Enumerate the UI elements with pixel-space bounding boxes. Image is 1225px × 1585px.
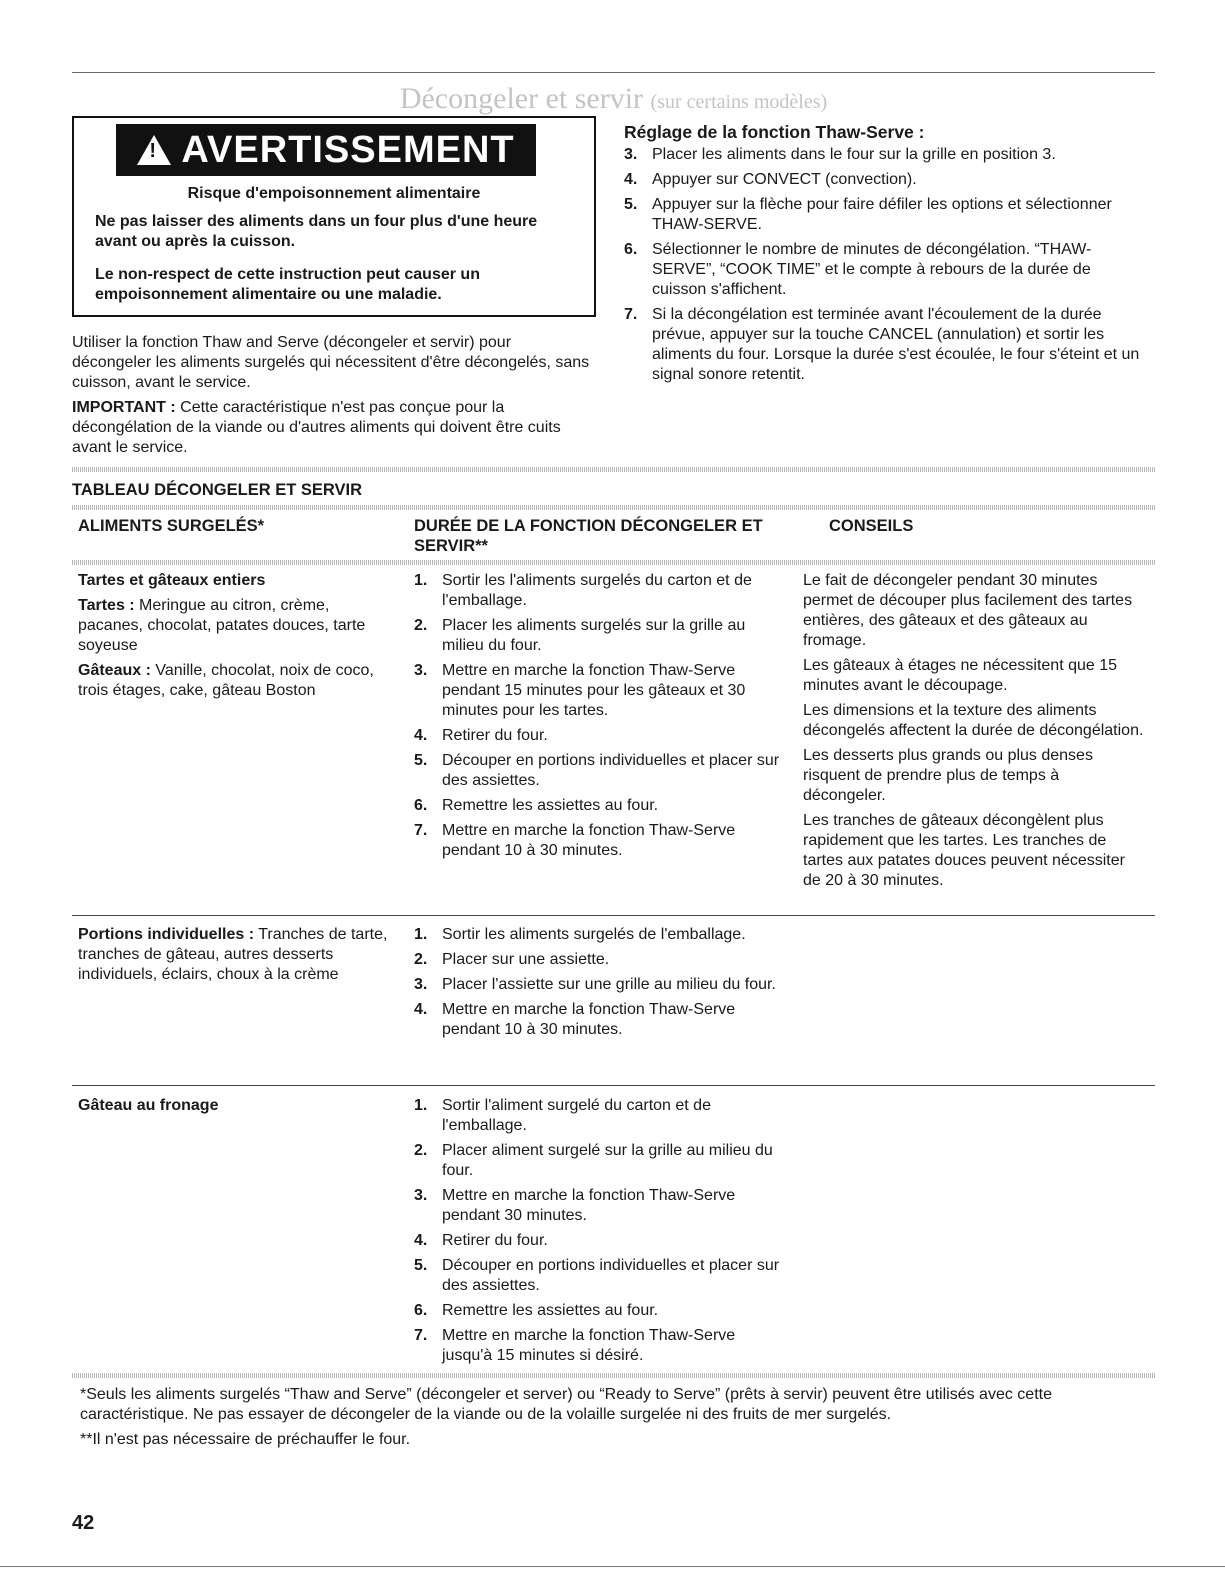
step-item: 3. Placer l'assiette sur une grille au milieu du four. [414,976,776,993]
page-title [72,82,1155,116]
table-row-3-steps [414,1096,786,1371]
warning-line-2: Le non-respect de cette instruction peut causer un empoisonnement alimentaire ou une maladie. [95,266,480,303]
section-divider [72,467,1155,472]
setup-step: 6. Sélectionner le nombre de minutes de décongélation. “THAW-SERVE”, “COOK TIME” et le compte à rebours de la durée de cuisson s'affichent. [624,241,1092,298]
step-item: 2. Placer les aliments surgelés sur la grille au milieu du four. [414,617,746,654]
col-header-foods: ALIMENTS SURGELÉS* [78,517,265,535]
col-header-tips: CONSEILS [829,517,914,535]
important-label: IMPORTANT : [72,399,176,416]
row-divider [72,1085,1155,1086]
warning-banner-text: AVERTISSEMENT [181,128,515,171]
food-title: Tartes et gâteaux entiers [78,572,266,589]
footnote-1: *Seuls les aliments surgelés “Thaw and Serve” (décongeler et server) ou “Ready to Serve” (prêts à servir) peuvent être utilisés avec cette caractéristique. Ne pas essayer de décongeler de la viande ou de la volaille surgelée ni des fruits de mer surgelés. [80,1386,1052,1423]
table-title: TABLEAU DÉCONGELER ET SERVIR [72,481,362,499]
step-item: 5. Découper en portions individuelles et placer sur des assiettes. [414,752,780,789]
step-item: 1. Sortir l'aliment surgelé du carton et de l'emballage. [414,1097,711,1134]
warning-heading: Risque d'empoisonnement alimentaire [187,185,481,202]
important-text: Cette caractéristique n'est pas conçue pour la décongélation de la viande ou d'autres aliments qui doivent être cuits avant le service. [72,399,561,456]
setup-step: 3. Placer les aliments dans le four sur la grille en position 3. [624,146,1056,163]
tip: Les gâteaux à étages ne nécessitent que 15 minutes avant le découpage. [803,657,1118,694]
step-item: 4. Retirer du four. [414,727,548,744]
footnote-2: **Il n'est pas nécessaire de préchauffer le four. [80,1431,411,1448]
table-row-2-steps [414,925,786,1045]
tip: Les dimensions et la texture des aliments décongelés affectent la durée de décongélation. [803,702,1144,739]
setup-step: 5. Appuyer sur la flèche pour faire défiler les options et sélectionner THAW-SERVE. [624,196,1112,233]
important-note [72,398,592,458]
step-item: 1. Sortir les l'aliments surgelés du carton et de l'emballage. [414,572,752,609]
table-row-3-foods [78,1096,388,1121]
page-number: 42 [72,1512,95,1534]
step-item: 2. Placer aliment surgelé sur la grille au milieu du four. [414,1142,773,1179]
tip: Les desserts plus grands ou plus denses risquent de prendre plus de temps à décongeler. [803,747,1093,804]
setup-title: Réglage de la fonction Thaw-Serve : [624,122,925,142]
step-item: 3. Mettre en marche la fonction Thaw-Serve pendant 15 minutes pour les gâteaux et 30 minutes pour les tartes. [414,662,746,719]
step-item: 3. Mettre en marche la fonction Thaw-Serve pendant 30 minutes. [414,1187,736,1224]
step-item: 4. Mettre en marche la fonction Thaw-Serve pendant 10 à 30 minutes. [414,1001,736,1038]
step-item: 4. Retirer du four. [414,1232,548,1249]
step-item: 2. Placer sur une assiette. [414,951,610,968]
intro-paragraph: Utiliser la fonction Thaw and Serve (décongeler et servir) pour décongeler les aliments surgelés qui nécessitent d'être décongelés, sans cuisson, avant le service. [72,334,590,391]
table-row-1-steps [414,571,786,866]
row-divider [72,915,1155,916]
table-header-bottom-rule [72,560,1155,565]
page-title-text: Décongeler et servir [399,82,644,115]
tip: Les tranches de gâteaux décongèlent plus rapidement que les tartes. Les tranches de tartes aux patates douces peuvent nécessiter de 20 à 30 minutes. [803,812,1125,889]
table-row-2-foods [78,925,396,990]
warning-triangle-icon: ! [137,135,171,165]
food-title: Gâteau au fronage [78,1097,219,1114]
step-item: 7. Mettre en marche la fonction Thaw-Serve pendant 10 à 30 minutes. [414,822,736,859]
setup-step: 4. Appuyer sur CONVECT (convection). [624,171,917,188]
food-item: Tartes : Meringue au citron, crème, pacanes, chocolat, patates douces, tarte soyeuse [78,597,366,654]
setup-step: 7. Si la décongélation est terminée avant l'écoulement de la durée prévue, appuyer sur la touche CANCEL (annulation) et sortir les aliments du four. Lorsque la durée s'est écoulée, le four s'éteint et un signal sonore retentit. [624,306,1140,383]
table-header-top-rule [72,505,1155,510]
warning-line-1: Ne pas laisser des aliments dans un four plus d'une heure avant ou après la cuisson. [95,213,538,250]
step-item: 6. Remettre les assiettes au four. [414,797,659,814]
table-row-1-foods [78,571,388,706]
food-item: Gâteaux : Vanille, chocolat, noix de coco, trois étages, cake, gâteau Boston [78,662,374,699]
top-rule [72,72,1155,73]
food-item: Portions individuelles : Tranches de tarte, tranches de gâteau, autres desserts individuels, éclairs, choux à la crème [78,926,388,983]
setup-steps [624,145,1144,385]
page-title-note: (sur certains modèles) [650,91,828,113]
warning-banner [116,124,536,176]
step-item: 1. Sortir les aliments surgelés de l'emballage. [414,926,746,943]
step-item: 5. Découper en portions individuelles et placer sur des assiettes. [414,1257,780,1294]
table-row-1-tips [803,571,1145,896]
table-bottom-rule [72,1373,1155,1378]
step-item: 6. Remettre les assiettes au four. [414,1302,659,1319]
bottom-rule [0,1566,1225,1567]
step-item: 7. Mettre en marche la fonction Thaw-Serve jusqu'à 15 minutes si désiré. [414,1327,736,1364]
col-header-duration: DURÉE DE LA FONCTION DÉCONGELER ET SERVIR** [414,517,763,555]
tip: Le fait de décongeler pendant 30 minutes permet de découper plus facilement des tartes entières, des gâteaux et des gâteaux au fromage. [803,572,1133,649]
